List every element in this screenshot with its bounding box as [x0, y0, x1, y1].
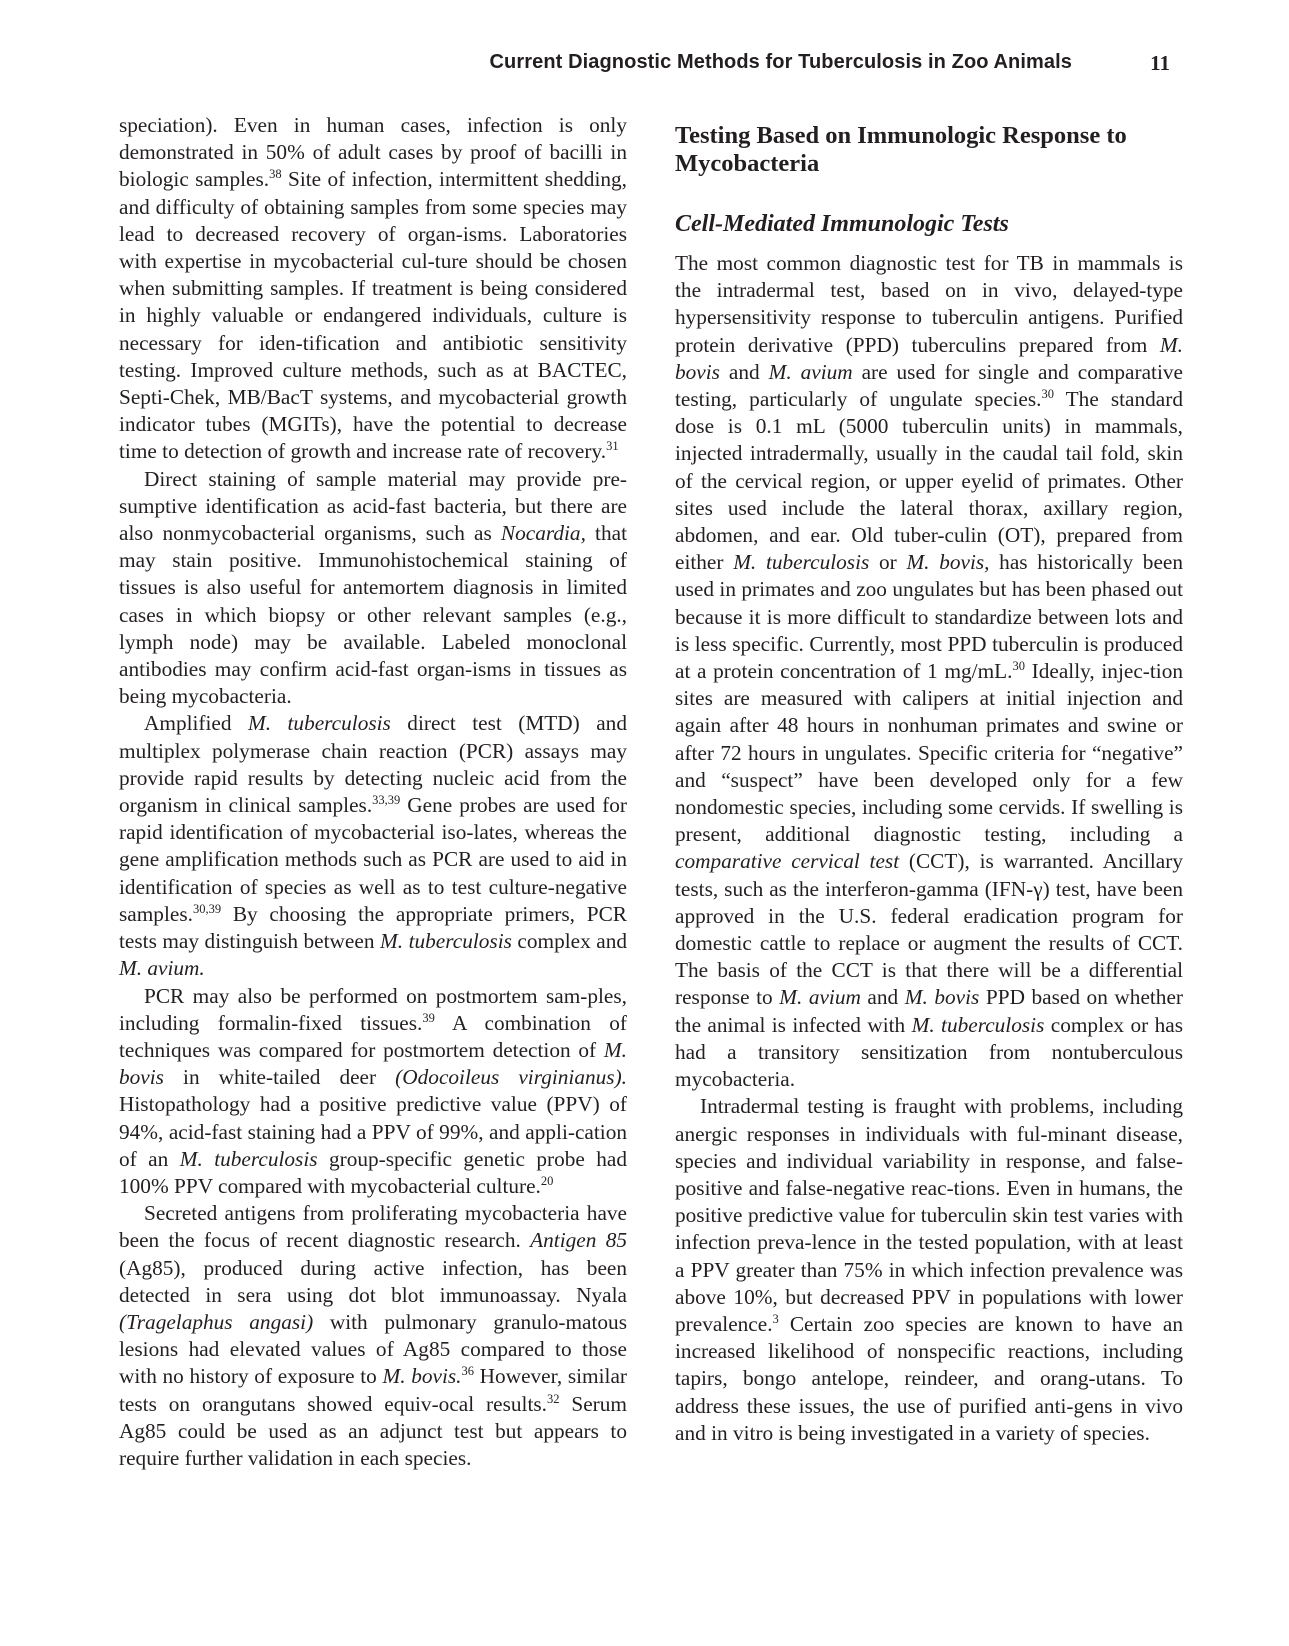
page-number: 11: [1150, 51, 1170, 75]
paragraph-intradermal-problems: Intradermal testing is fraught with problems, including anergic responses in individuals with ful-minant disease, species and individual variability in response, and false-positive and false-negative reac-tions. Even in humans, the positive predictive value for tuberculin skin test varies with infection preva-lence in the tested population, with at least a PPV greater than 75% in which infection prevalence was above 10%, but decreased PPV in populations with lower prevalence.$^3$ Certain zoo species are known to have an increased likelihood of nonspecific reactions, including tapirs, bongo antelope, reindeer, and orang-utans. To address these issues, the use of purified anti-gens in vivo and in vitro is being investigated in a variety of species.: [675, 1094, 1183, 1445]
right-column: [675, 112, 1183, 1447]
paragraph-pcr: Amplified M. tuberculosis direct test (MTD) and multiplex polymerase chain reaction (PCR) assays may provide rapid results by detecting nucleic acid from the organism in clinical samples.$^{33,39}$ Gene probes are used for rapid identification of mycobacterial iso-lates, whereas the gene amplification methods such as PCR are used to aid in identification of species as well as to test culture-negative samples.$^{30,39}$ By choosing the appropriate primers, PCR tests may distinguish between M. tuberculosis complex and M. avium.: [119, 711, 628, 981]
paragraph-culture: speciation). Even in human cases, infection is only demonstrated in 50% of adult cases by proof of bacilli in biologic samples.$^{38}$ Site of infection, intermittent shedding, and difficulty of obtaining samples from some species may lead to decreased recovery of organ-isms. Laboratories with expertise in mycobacterial cul-ture should be chosen when submitting samples. If treatment is being considered in highly valuable or endangered individuals, culture is necessary for iden-tification and antibiotic sensitivity testing. Improved culture methods, such as at BACTEC, Septi-Chek, MB/BacT systems, and mycobacterial growth indicator tubes (MGITs), have the potential to decrease time to detection of growth and increase rate of recovery.$^{31}$: [119, 113, 627, 464]
section-heading: Testing Based on Immunologic Response to Mycobacteria: [675, 122, 1127, 177]
paragraph-postmortem-pcr: PCR may also be performed on postmortem sam-ples, including formalin-fixed tissues.$^{39}$ A combination of techniques was compared for postmortem detection of M. bovis in white-tailed deer (Odocoileus virginianus). Histopathology had a positive predictive value (PPV) of 94%, acid-fast staining had a PPV of 99%, and appli-cation of an M. tuberculosis group-specific genetic probe had 100% PPV compared with mycobacterial culture.$^{20}$: [119, 983, 627, 1198]
running-head: [470, 49, 1170, 81]
left-column: [119, 112, 627, 1472]
subsection-heading: Cell-Mediated Immunologic Tests: [675, 211, 1009, 237]
paragraph-direct-staining: Direct staining of sample material may provide pre-sumptive identification as acid-fast bacteria, but there are also nonmycobacterial organisms, such as Nocardia, that may stain positive. Immunohistochemical staining of tissues is also useful for antemortem diagnosis in limited cases in which biopsy or other relevant samples (e.g., lymph node) may be available. Labeled monoclonal antibodies may confirm acid-fast organ-isms in tissues as being mycobacteria.: [119, 466, 627, 709]
paragraph-intradermal-test: The most common diagnostic test for TB in mammals is the intradermal test, based on in vivo, delayed-type hypersensitivity response to tuberculin antigens. Purified protein derivative (PPD) tuberculins prepared from M. bovis and M. avium are used for single and comparative testing, particularly of ungulate species.$^{30}$ The standard dose is 0.1 mL (5000 tuberculin units) in mammals, injected intradermally, usually in the caudal tail fold, skin of the cervical region, or upper eyelid of primates. Other sites used include the lateral thorax, axillary region, abdomen, and ear. Old tuber-culin (OT), prepared from either M. tuberculosis or M. bovis, has historically been used in primates and zoo ungulates but has been phased out because it is more difficult to standardize between lots and is less specific. Currently, most PPD tuberculin is produced at a protein concentration of 1 mg/mL.$^{30}$ Ideally, injec-tion sites are measured with calipers at initial injection and again after 48 hours in nonhuman primates and swine or after 72 hours in ungulates. Specific criteria for “negative” and “suspect” have been developed only for a few nondomestic species, including some cervids. If swelling is present, additional diagnostic testing, including a comparative cervical test (CCT), is warranted. Ancillary tests, such as the interferon-gamma (IFN-γ) test, have been approved in the U.S. federal eradication program for domestic cattle to replace or augment the results of CCT. The basis of the CCT is that there will be a differential response to M. avium and M. bovis PPD based on whether the animal is infected with M. tuberculosis complex or has had a transitory sensitization from nontuberculous mycobacteria.: [675, 251, 1184, 1092]
paragraph-secreted-antigens: Secreted antigens from proliferating mycobacteria have been the focus of recent diagnostic research. Antigen 85 (Ag85), produced during active infection, has been detected in sera using dot blot immunoassay. Nyala (Tragelaphus angasi) with pulmonary granulo-matous lesions had elevated values of Ag85 compared to those with no history of exposure to M. bovis.$^{36}$ However, similar tests on orangutans showed equiv-ocal results.$^{32}$ Serum Ag85 could be used as an adjunct test but appears to require further validation in each species.: [119, 1201, 627, 1470]
running-head-title: Current Diagnostic Methods for Tuberculosis in Zoo Animals: [489, 51, 1072, 73]
